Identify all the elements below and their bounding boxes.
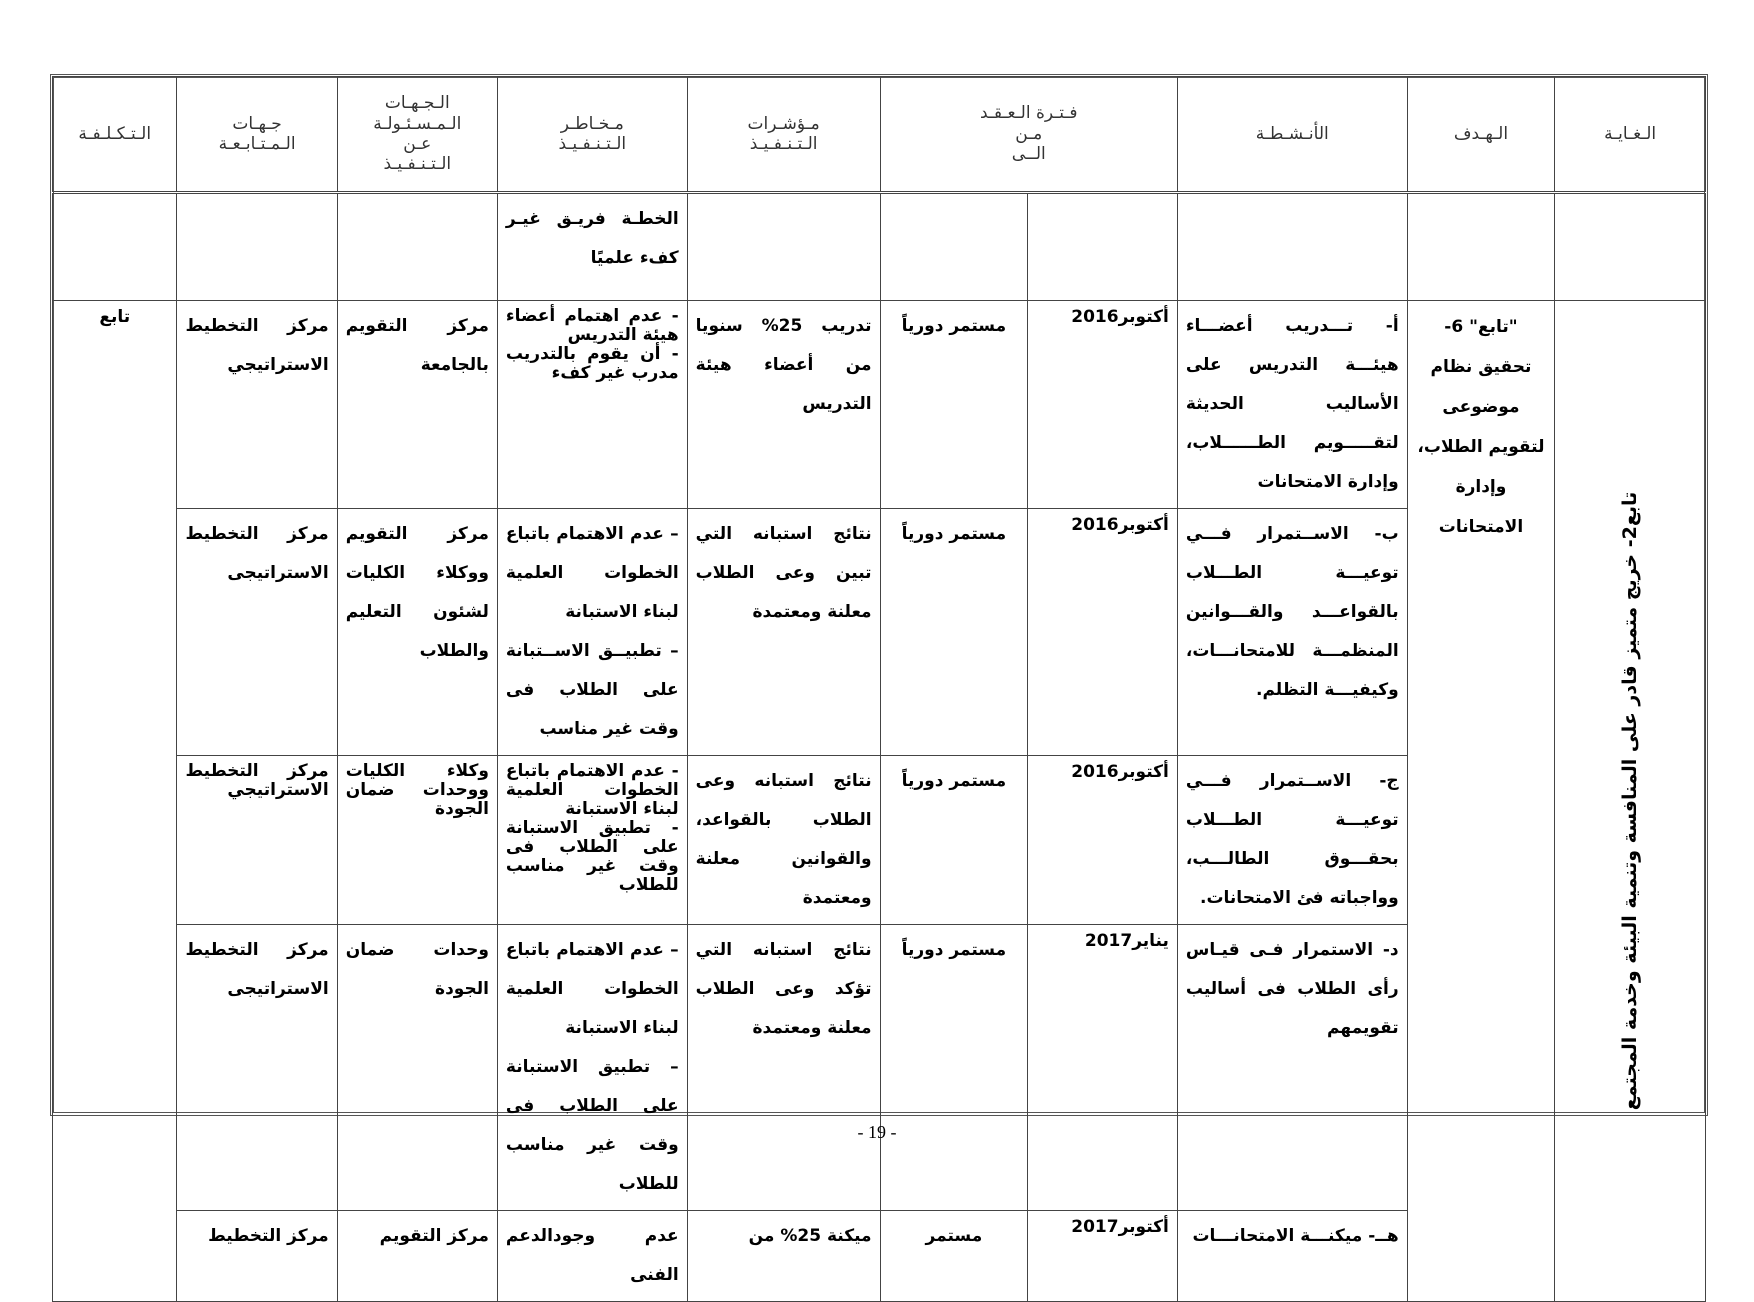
page-number: - 19 - xyxy=(857,1122,897,1142)
header-contract-period-line: الــى xyxy=(1011,144,1046,165)
indicator-cell: تدريب 25% سنويا من أعضاء هيئة التدريس xyxy=(687,301,880,509)
risk-item: عدم وجودالدعم الفنى xyxy=(505,1226,679,1285)
header-followup-line: الـمـتـابـعـة xyxy=(218,134,296,154)
cost-cell: تابع xyxy=(53,301,177,1302)
goal-cell xyxy=(1555,301,1706,1302)
risk-item: - أن يقوم بالتدريب مدرب غير كفء xyxy=(505,344,679,383)
from-cell xyxy=(1028,756,1178,925)
header-risks-line: مـخـاطـر xyxy=(560,113,624,134)
from-cell xyxy=(1028,509,1178,756)
header-cost: الـتـكـلـفـة xyxy=(53,77,177,193)
header-risks-line: الـتـنـفـيـذ xyxy=(558,134,627,154)
cell-objective xyxy=(1407,193,1555,301)
from-month: أكتوبر xyxy=(1118,307,1169,327)
cell-cost xyxy=(53,193,177,301)
header-followup-line: جـهـات xyxy=(232,113,282,134)
risks-cell xyxy=(497,301,687,509)
responsible-cell: مركز التقويم ووكلاء الكليات لشئون التعليم والطلاب xyxy=(337,509,497,756)
header-contract-period-line: فـتـرة الـعـقـد xyxy=(979,103,1078,124)
indicator-cell: ميكنة 25% من xyxy=(687,1211,880,1302)
from-month: أكتوبر xyxy=(1118,1217,1169,1237)
responsible-cell: مركز التقويم xyxy=(337,1211,497,1302)
header-activities: الأنـشـطـة xyxy=(1177,77,1407,193)
objective-cell: "تابع" 6- تحقيق نظام موضوعى لتقويم الطلاب، وإدارة الامتحانات xyxy=(1407,301,1555,1302)
activity-cell: د- الاستمرار فـى قيـاس رأى الطلاب فى أساليب تقويمهم xyxy=(1177,925,1407,1211)
cell-responsible xyxy=(337,193,497,301)
cell-indicator xyxy=(687,193,880,301)
responsible-cell: وكلاء الكليات ووحدات ضمان الجودة xyxy=(337,756,497,925)
responsible-cell: وحدات ضمان الجودة xyxy=(337,925,497,1211)
risks-cell xyxy=(497,509,687,756)
cell-activity xyxy=(1177,193,1407,301)
to-cell: مستمر xyxy=(880,1211,1028,1302)
from-year: 2017 xyxy=(1084,931,1133,951)
header-responsible xyxy=(337,77,497,193)
from-month: أكتوبر xyxy=(1118,762,1169,782)
header-indicators-line: مـؤشـرات xyxy=(747,113,820,134)
to-cell: مستمر دورياً xyxy=(880,925,1028,1211)
cell-risks: الخطـة فريـق غيـر كفء علميًا xyxy=(497,193,687,301)
header-responsible-line: الـمـسـئـولـة xyxy=(373,113,462,134)
followup-cell: مركز التخطيط الاستراتيجى xyxy=(177,925,337,1211)
from-year: 2016 xyxy=(1071,307,1119,327)
risk-item: - عدم اهتمام أعضاء هيئة التدريس xyxy=(505,306,679,345)
indicator-cell: نتائج استبانه التي تؤكد وعى الطلاب معلنة ومعتمدة xyxy=(687,925,880,1211)
cell-to xyxy=(880,193,1028,301)
risk-item: – عدم الاهتمام باتباع الخطوات العلمية لبناء الاستبانة xyxy=(505,940,679,1038)
to-cell: مستمر دورياً xyxy=(880,756,1028,925)
goal-text: تابع2- خريج متميز قادر على المنافسة وتنمية البيئة وخدمة المجتمع xyxy=(1619,491,1642,1111)
to-cell: مستمر دورياً xyxy=(880,509,1028,756)
from-year: 2016 xyxy=(1071,762,1119,782)
activity-cell: ج- الاســتمرار فـــي توعيـــة الطـــلاب بحقـــوق الطالـــب، وواجباته فئ الامتحانات. xyxy=(1177,756,1407,925)
activity-cell: أ- تـــدريب أعضـــاء هيئـــة التدريس على الأساليب الحديثة لتقـــــويم الطــــــلاب، وإدارة الامتحانات xyxy=(1177,301,1407,509)
responsible-cell: مركز التقويم بالجامعة xyxy=(337,301,497,509)
from-year: 2017 xyxy=(1071,1217,1119,1237)
header-objective: الـهـدف xyxy=(1407,77,1555,193)
indicator-cell: نتائج استبانه التي تبين وعى الطلاب معلنة ومعتمدة xyxy=(687,509,880,756)
to-cell: مستمر دورياً xyxy=(880,301,1028,509)
risks-cell xyxy=(497,756,687,925)
from-cell xyxy=(1028,925,1178,1211)
risk-item: – تطبيــق الاســتبانة على الطلاب فى وقت غير مناسب xyxy=(505,641,679,739)
header-contract-period xyxy=(880,77,1177,193)
cell-goal xyxy=(1555,193,1706,301)
header-indicators xyxy=(687,77,880,193)
from-cell xyxy=(1028,1211,1178,1302)
cell-from xyxy=(1028,193,1178,301)
from-month: يناير xyxy=(1132,931,1169,951)
activity-cell: هــ- ميكنـــة الامتحانـــات xyxy=(1177,1211,1407,1302)
table-row xyxy=(53,301,1706,509)
cell-followup xyxy=(177,193,337,301)
risk-item: - تطبيق الاستبانة على الطلاب فى وقت غير مناسب للطلاب xyxy=(505,818,679,895)
header-goal: الـغـايـة xyxy=(1555,77,1706,193)
header-responsible-line: الـتـنـفـيـذ xyxy=(383,154,452,175)
header-risks xyxy=(497,77,687,193)
indicator-cell: نتائج استبانه وعى الطلاب بالقواعد، والقوانين معلنة ومعتمدة xyxy=(687,756,880,925)
risk-item: - عدم الاهتمام باتباع الخطوات العلمية لبناء الاستبانة xyxy=(505,761,679,819)
header-contract-period-line: مـن xyxy=(1015,123,1043,144)
risks-cell xyxy=(497,925,687,1211)
risks-cell xyxy=(497,1211,687,1302)
followup-cell: مركز التخطيط xyxy=(177,1211,337,1302)
followup-cell: مركز التخطيط الاستراتيجي xyxy=(177,301,337,509)
header-indicators-line: الـتـنـفـيـذ xyxy=(749,134,818,154)
header-responsible-line: عـن xyxy=(403,134,432,154)
risk-item: – تطبيق الاستبانة على الطلاب فى وقت غير مناسب للطلاب xyxy=(505,1057,679,1194)
from-cell xyxy=(1028,301,1178,509)
from-month: أكتوبر xyxy=(1118,515,1169,535)
continuation-row xyxy=(53,193,1706,301)
header-responsible-line: الـجـهـات xyxy=(384,93,450,114)
followup-cell: مركز التخطيط الاستراتيجى xyxy=(177,509,337,756)
from-year: 2016 xyxy=(1071,515,1119,535)
header-followup xyxy=(177,77,337,193)
header-row xyxy=(53,77,1706,193)
plan-table xyxy=(52,76,1706,1302)
activity-cell: ب- الاســتمرار فـــي توعيـــة الطـــلاب بالقواعـــد والقـــوانين المنظمـــة للامتحانـــات، وكيفيـــة التظلم. xyxy=(1177,509,1407,756)
followup-cell: مركز التخطيط الاستراتيجي xyxy=(177,756,337,925)
risk-item: – عدم الاهتمام باتباع الخطوات العلمية لبناء الاستبانة xyxy=(505,524,679,622)
